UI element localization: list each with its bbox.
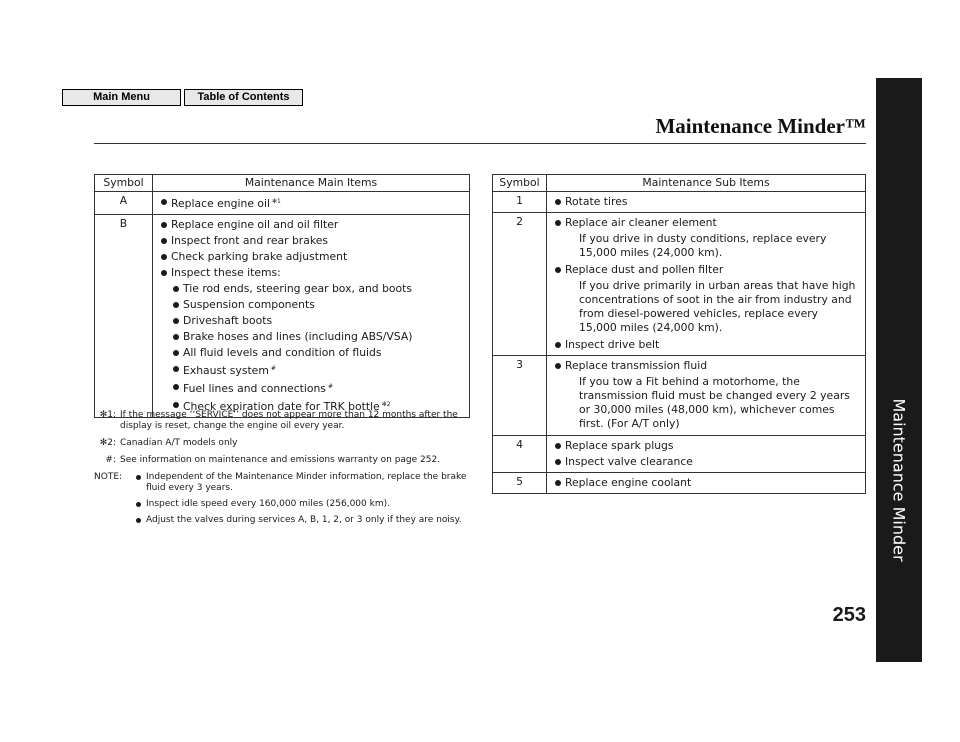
bullet-icon: [161, 199, 167, 205]
bullet-icon: [555, 363, 561, 369]
item-text: Check parking brake adjustment: [171, 250, 348, 263]
row-symbol: 5: [493, 473, 547, 494]
item-text: Exhaust system: [183, 364, 269, 377]
list-item: [547, 476, 865, 490]
list-item: [153, 380, 469, 396]
bullet-icon: [173, 350, 179, 356]
page-title: Maintenance Minder™: [655, 114, 866, 138]
bullet-icon: [161, 254, 167, 260]
bullet-icon: [161, 238, 167, 244]
row-symbol: 1: [493, 192, 547, 213]
column-header-symbol: Symbol: [95, 175, 153, 192]
list-item: [153, 250, 469, 264]
footnote: [94, 438, 474, 449]
list-item: [153, 266, 469, 280]
item-description: If you drive in dusty conditions, replace every 15,000 miles (24,000 km).: [579, 232, 827, 259]
list-item: [153, 330, 469, 344]
item-text: Inspect drive belt: [565, 338, 660, 351]
page-number: 253: [832, 604, 866, 626]
footnote-marker: ✻1: [272, 198, 281, 205]
bullet-icon: [161, 222, 167, 228]
table-of-contents-button[interactable]: Table of Contents: [184, 89, 303, 106]
list-item: [547, 195, 865, 209]
title-divider: [94, 143, 866, 144]
footnote-text: If the message ‘‘SERVICE’’ does not appear more than 12 months after the display is reset, change the engine oil every year.: [120, 410, 458, 431]
note-item: [140, 499, 474, 510]
note-item: [140, 515, 474, 526]
sub-items-table: [492, 174, 866, 494]
bullet-icon: [173, 286, 179, 292]
bullet-icon: [555, 480, 561, 486]
column-header-main-items: Maintenance Main Items: [153, 175, 470, 192]
list-item: [153, 195, 469, 211]
note-block: [94, 472, 474, 526]
footnote-marker: #: [327, 383, 333, 390]
table-row: [95, 215, 470, 418]
table-row: [95, 192, 470, 215]
item-text: Replace dust and pollen filter: [565, 263, 724, 276]
row-symbol: A: [95, 192, 153, 215]
note-item-text: Adjust the valves during services A, B, 1, 2, or 3 only if they are noisy.: [146, 515, 462, 525]
footnote-marker: ✻2: [381, 401, 391, 408]
list-item: [153, 298, 469, 312]
item-text: Tie rod ends, steering gear box, and boots: [183, 282, 413, 295]
list-item: [547, 216, 865, 230]
bullet-icon: [555, 342, 561, 348]
item-text: All fluid levels and condition of fluids: [183, 346, 382, 359]
list-item: [153, 346, 469, 360]
list-item: [153, 314, 469, 328]
bullet-icon: [555, 220, 561, 226]
bullet-icon: [161, 270, 167, 276]
row-items: [547, 436, 866, 473]
table-row: [493, 192, 866, 213]
note-item-text: Independent of the Maintenance Minder information, replace the brake fluid every 3 years.: [146, 472, 467, 493]
row-symbol: 3: [493, 356, 547, 436]
item-text: Replace spark plugs: [565, 439, 674, 452]
item-text: Replace engine oil and oil filter: [171, 218, 339, 231]
bullet-icon: [555, 459, 561, 465]
note-label: NOTE:: [94, 472, 123, 482]
bullet-icon: [555, 267, 561, 273]
bullet-icon: [555, 199, 561, 205]
side-tab: [876, 78, 922, 662]
list-item: [153, 362, 469, 378]
row-items: [547, 473, 866, 494]
footnote-key: #:: [105, 455, 116, 465]
item-text: Inspect valve clearance: [565, 455, 693, 468]
list-item: [153, 218, 469, 232]
row-items: [547, 192, 866, 213]
bullet-icon: [173, 318, 179, 324]
bullet-icon: [173, 384, 179, 390]
list-item: [547, 263, 865, 277]
footnote-key: ✻2:: [99, 438, 116, 448]
item-text: Suspension components: [183, 298, 315, 311]
main-menu-button[interactable]: Main Menu: [62, 89, 181, 106]
item-description: If you drive primarily in urban areas that have high concentrations of soot in the air from industry and from diesel-powered vehicles, replace every 15,000 miles (24,000 km).: [579, 279, 856, 334]
footnotes: [94, 410, 474, 531]
main-items-table: [94, 174, 470, 418]
footnote-marker: #: [270, 365, 276, 372]
item-text: Fuel lines and connections: [183, 382, 326, 395]
row-items: [153, 192, 470, 215]
side-tab-label: Maintenance Minder: [889, 398, 909, 562]
item-text: Check expiration date for TRK bottle: [183, 400, 380, 413]
bullet-icon: [173, 402, 179, 408]
footnote-text: Canadian A/T models only: [120, 438, 238, 448]
footnote-key: ✻1:: [99, 410, 116, 420]
bullet-icon: [173, 334, 179, 340]
bullet-icon: [136, 518, 141, 523]
bullet-icon: [173, 302, 179, 308]
column-header-symbol: Symbol: [493, 175, 547, 192]
row-items: [547, 356, 866, 436]
bullet-icon: [173, 366, 179, 372]
item-text: Replace engine coolant: [565, 476, 692, 489]
item-text: Brake hoses and lines (including ABS/VSA): [183, 330, 413, 343]
bullet-icon: [136, 475, 141, 480]
item-text: Replace engine oil: [171, 197, 271, 210]
row-symbol: 2: [493, 213, 547, 356]
item-text: Inspect front and rear brakes: [171, 234, 328, 247]
list-item: [547, 338, 865, 352]
list-item: [547, 359, 865, 373]
table-row: [493, 473, 866, 494]
column-header-sub-items: Maintenance Sub Items: [547, 175, 866, 192]
note-item-text: Inspect idle speed every 160,000 miles (256,000 km).: [146, 499, 390, 509]
footnote: [94, 410, 474, 432]
item-text: Replace air cleaner element: [565, 216, 717, 229]
bullet-icon: [555, 443, 561, 449]
footnote-text: See information on maintenance and emissions warranty on page 252.: [120, 455, 441, 465]
table-row: [493, 436, 866, 473]
item-text: Rotate tires: [565, 195, 628, 208]
row-items: [153, 215, 470, 418]
row-symbol: B: [95, 215, 153, 418]
item-description: If you tow a Fit behind a motorhome, the transmission fluid must be changed every 2 years or 30,000 miles (48,000 km), whichever comes first. (For A/T only): [579, 375, 850, 430]
table-row: [493, 213, 866, 356]
bullet-icon: [136, 502, 141, 507]
table-row: [493, 356, 866, 436]
row-items: [547, 213, 866, 356]
item-text: Inspect these items:: [171, 266, 281, 279]
list-item: [153, 282, 469, 296]
note-item: [140, 472, 474, 494]
list-item: [547, 455, 865, 469]
row-symbol: 4: [493, 436, 547, 473]
list-item: [153, 234, 469, 248]
list-item: [547, 439, 865, 453]
item-text: Replace transmission fluid: [565, 359, 708, 372]
item-text: Driveshaft boots: [183, 314, 273, 327]
footnote: [94, 455, 474, 466]
